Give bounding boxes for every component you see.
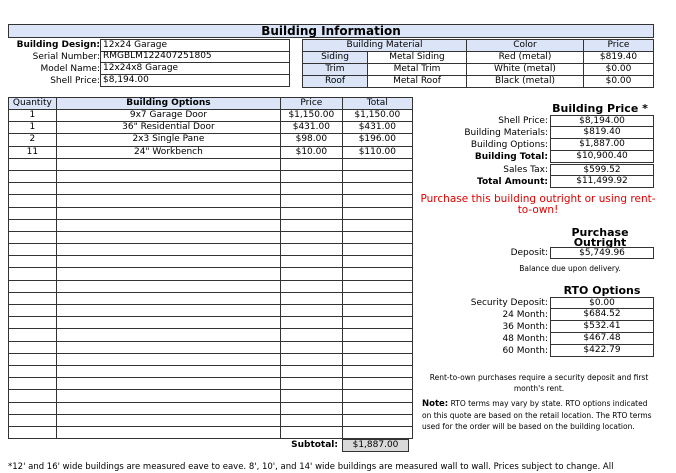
empty-row [9,207,413,219]
empty-row [9,390,413,402]
shell-price-value: $8,194.00 [100,75,290,87]
rto-36-value: $532.41 [550,321,654,333]
deposit-label: Deposit: [510,248,548,258]
rto-24-label: 24 Month: [502,310,548,320]
summary-total-value: $10,900.40 [550,151,654,163]
option-total-header: Total [342,98,412,110]
empty-row [9,414,413,426]
material-row: Siding Metal Siding Red (metal) $819.40 [303,52,654,64]
deposit-value: $5,749.96 [550,247,654,259]
table-row: 1 9x7 Garage Door $1,150.00 $1,150.00 [9,110,413,122]
materials-table [302,39,654,88]
summary-shell-value: $8,194.00 [550,115,654,127]
rto-terms-note: Note: RTO terms may vary by state. RTO options indicated on this quote are based on the retail location. The RTO terms used for the order will be based on the building location. [422,399,652,431]
summary-amount-label: Total Amount: [477,177,548,187]
purchase-message: Purchase this building outright or using rent-to-own! [420,193,656,216]
serial-value: RMGBLM122407251805 [100,51,290,63]
empty-row [9,268,413,280]
building-price-heading: Building Price * [552,102,648,115]
empty-row [9,329,413,341]
empty-row [9,353,413,365]
balance-note: Balance due upon delivery. [519,264,621,273]
empty-row [9,280,413,292]
options-table [8,97,413,439]
subtotal-label: Subtotal: [291,440,338,450]
rto-deposit-note: Rent-to-own purchases require a security deposit and first month's rent. [429,373,649,393]
rto-48-value: $467.48 [550,333,654,345]
empty-row [9,219,413,231]
table-row: 1 36" Residential Door $431.00 $431.00 [9,122,413,134]
empty-row [9,378,413,390]
summary-options-label: Building Options: [470,140,548,150]
options-header: Building Options [56,98,280,110]
rto-60-label: 60 Month: [502,346,548,356]
rto-heading: RTO Options [563,284,641,297]
page-title: Building Information [8,24,654,38]
empty-row [9,195,413,207]
rto-60-value: $422.79 [550,345,654,357]
quantity-header: Quantity [9,98,57,110]
design-value: 12x24 Garage [100,39,290,52]
empty-row [9,365,413,377]
empty-row [9,292,413,304]
summary-shell-label: Shell Price: [498,116,548,126]
model-label: Model Name: [40,64,100,74]
table-row: 11 24" Workbench $10.00 $110.00 [9,146,413,158]
summary-materials-value: $819.40 [550,127,654,139]
summary-materials-label: Building Materials: [464,128,548,138]
empty-row [9,158,413,170]
empty-row [9,183,413,195]
summary-amount-value: $11,499.92 [550,176,654,188]
rto-36-label: 36 Month: [502,322,548,332]
model-value: 12x24x8 Garage [100,63,290,75]
summary-tax-value: $599.52 [550,164,654,176]
material-row: Roof Metal Roof Black (metal) $0.00 [303,76,654,88]
rto-deposit-value: $0.00 [550,297,654,309]
serial-label: Serial Number: [32,52,100,62]
empty-row [9,341,413,353]
empty-row [9,305,413,317]
design-label: Building Design: [16,40,100,50]
rto-24-value: $684.52 [550,309,654,321]
summary-total-label: Building Total: [474,152,548,162]
summary-options-value: $1,887.00 [550,139,654,151]
table-row: 2 2x3 Single Pane $98.00 $196.00 [9,134,413,146]
subtotal-value: $1,887.00 [342,439,409,452]
footer-note: *12' and 16' wide buildings are measured eave to eave. 8', 10', and 14' wide buildings are measured wall to wall. Prices subject to change. All [8,462,614,472]
empty-row [9,317,413,329]
empty-row [9,244,413,256]
material-header: Building Material [303,40,467,52]
empty-row [9,231,413,243]
option-price-header: Price [281,98,343,110]
purchase-outright-heading: Purchase Outright [571,226,629,249]
material-row: Trim Metal Trim White (metal) $0.00 [303,64,654,76]
empty-row [9,402,413,414]
color-header: Color [467,40,584,52]
price-header: Price [584,40,654,52]
empty-row [9,256,413,268]
rto-deposit-label: Security Deposit: [470,298,548,308]
summary-tax-label: Sales Tax: [503,165,548,175]
shell-price-label: Shell Price: [50,76,100,86]
empty-row [9,170,413,182]
rto-48-label: 48 Month: [502,334,548,344]
empty-row [9,426,413,438]
